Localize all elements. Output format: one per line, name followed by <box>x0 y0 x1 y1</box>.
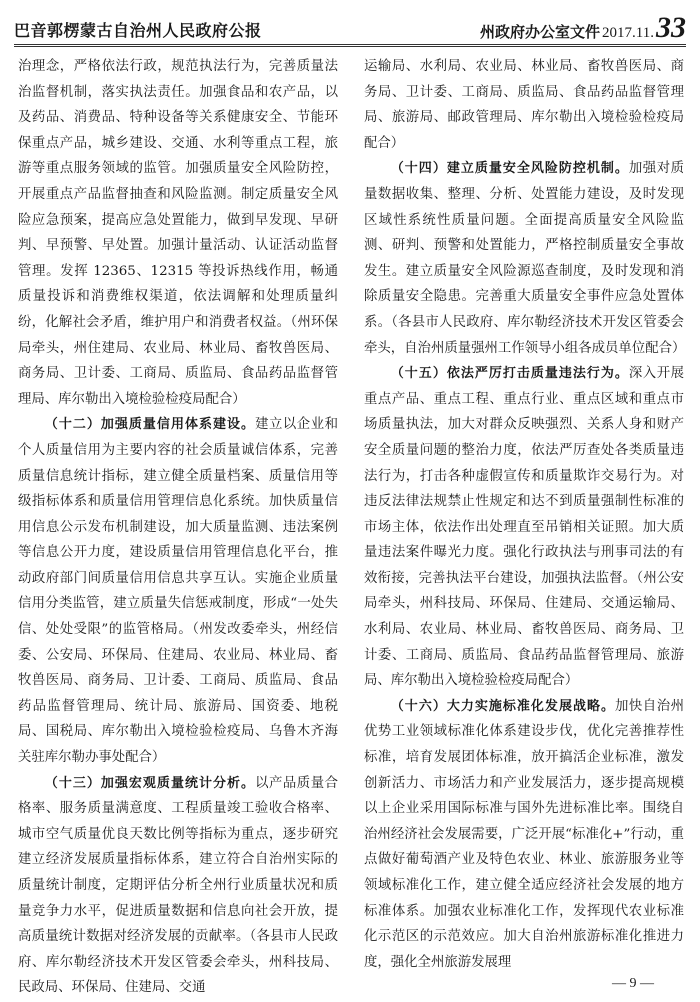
paragraph <box>364 694 684 976</box>
paragraph-text: 加快自治州优势工业领域标准化体系建设步伐，优化完善推荐性标准，培育发展团体标准，放开搞活企业标准，激发创新活力、市场活力和产业发展活力，逐步提高规模以上企业采用国际标准与国外先进标准比率。围绕自治州经济社会发展需要，广泛开展“标准化+”行动，重点做好葡萄酒产业及特色农业、林业、旅游服务业等领域标准化工作，建立健全适应经济社会发展的地方标准体系。加强农业标准化工作，发挥现代农业标准化示范区的示范效应。加大自治州旅游标准化推进力度，强化全州旅游发展理 <box>364 698 684 970</box>
paragraph-text: 加强对质量数据收集、整理、分析、处置能力建设，及时发现区域性系统性质量问题。全面提高质量安全风险监测、研判、预警和处置能力，严格控制质量安全事故发生。建立质量安全风险源巡查制度，及时发现和消除质量安全隐患。完善重大质量安全事件应急处置体系。（各县市人民政府、库尔勒经济技术开发区管委会牵头，自治州质量强州工作领导小组各成员单位配合） <box>364 161 686 356</box>
paragraph-text: 深入开展重点产品、重点工程、重点行业、重点区域和重点市场质量执法，加大对群众反映强烈、关系人身和财产安全质量问题的整治力度，依法严厉查处各类质量违法行为，打击各种虚假宣传和质量欺诈交易行为。对违反法律法规禁止性规定和达不到质量强制性标准的市场主体，依法作出处理直至吊销相关证照。加大质量违法案件曝光力度。强化行政执法与刑事司法的有效衔接，完善执法平台建设，加强执法监督。（州公安局牵头，州科技局、环保局、住建局、交通运输局、水利局、农业局、林业局、畜牧兽医局、商务局、卫计委、工商局、质监局、食品药品监督管理局、旅游局、库尔勒出入境检验检疫局配合） <box>364 366 684 689</box>
header-page-number: 33 <box>656 11 686 44</box>
paragraph <box>18 771 338 1001</box>
article-body <box>18 54 686 996</box>
paragraph <box>364 156 684 361</box>
page-footer-number: — 9 — <box>612 976 654 991</box>
section-heading: （十二）加强质量信用体系建设。 <box>44 417 256 433</box>
left-column <box>18 54 338 996</box>
journal-title: 巴音郭楞蒙古自治州人民政府公报 <box>14 21 262 40</box>
section-heading: （十六）大力实施标准化发展战略。 <box>390 698 615 714</box>
header-date: 2017.11. <box>602 25 654 41</box>
paragraph-text: 以产品质量合格率、服务质量满意度、工程质量竣工验收合格率、城市空气质量优良天数比例等指标为重点，逐步研究建立经济发展质量指标体系，建立符合自治州实际的质量统计制度，定期评估分析全州行业质量状况和质量竞争力水平，促进质量数据和信息向社会开放，提高质量统计数据对经济发展的贡献率。（各县市人民政府、库尔勒经济技术开发区管委会牵头，州科技局、民政局、环保局、住建局、交通 <box>18 775 338 996</box>
section-heading: （十四）建立质量安全风险防控机制。 <box>390 161 629 177</box>
header-right <box>480 11 686 44</box>
paragraph: 运输局、水利局、农业局、林业局、畜牧兽医局、商务局、卫计委、工商局、质监局、食品药品监督管理局、旅游局、邮政管理局、库尔勒出入境检验检疫局配合） <box>364 59 684 151</box>
right-column <box>364 54 686 970</box>
paragraph: 治理念，严格依法行政，规范执法行为，完善质量法治监督机制，落实执法责任。加强食品和农产品，以及药品、消费品、特种设备等关系健康安全、节能环保重点产品，城乡建设、交通、水利等重点工程，旅游等重点服务领域的监管。加强质量安全风险防控，开展重点产品监督抽查和风险监测。制定质量安全风险应急预案，提高应急处置能力，做到早发现、早研判、早预警、早处置。加强计量活动、认证活动监督管理。发挥 12365、12315 等投诉热线作用，畅通质量投诉和消费维权渠道，依法调解和处理质量纠纷，化解社会矛盾，维护用户和消费者权益。（州环保局牵头，州住建局、农业局、林业局、畜牧兽医局、商务局、卫计委、工商局、质监局、食品药品监督管理局、库尔勒出入境检验检疫局配合） <box>18 59 338 407</box>
section-heading: （十三）加强宏观质量统计分析。 <box>44 775 256 791</box>
header-section: 州政府办公室文件 <box>480 23 601 41</box>
section-heading: （十五）依法严厉打击质量违法行为。 <box>390 366 629 382</box>
paragraph-text: 建立以企业和个人质量信用为主要内容的社会质量诚信体系，完善质量信息统计指标，建立健全质量档案、质量信用等级指标体系和质量信用管理信息化系统。加快质量信用信息公示发布机制建设，加大质量监测、违法案例等信息公开力度，建设质量信用管理信息化平台，推动政府部门间质量信用信息共享互认。实施企业质量信用分类监管，建立质量失信惩戒制度，形成“一处失信、处处受限”的监管格局。（州发改委牵头，州经信委、公安局、环保局、住建局、农业局、林业局、畜牧兽医局、商务局、卫计委、工商局、质监局、食品药品监督管理局、统计局、旅游局、国资委、地税局、国税局、库尔勒出入境检验检疫局、乌鲁木齐海关驻库尔勒办事处配合） <box>18 417 338 766</box>
paragraph <box>364 361 684 694</box>
page-header <box>14 10 686 47</box>
paragraph <box>18 412 338 770</box>
